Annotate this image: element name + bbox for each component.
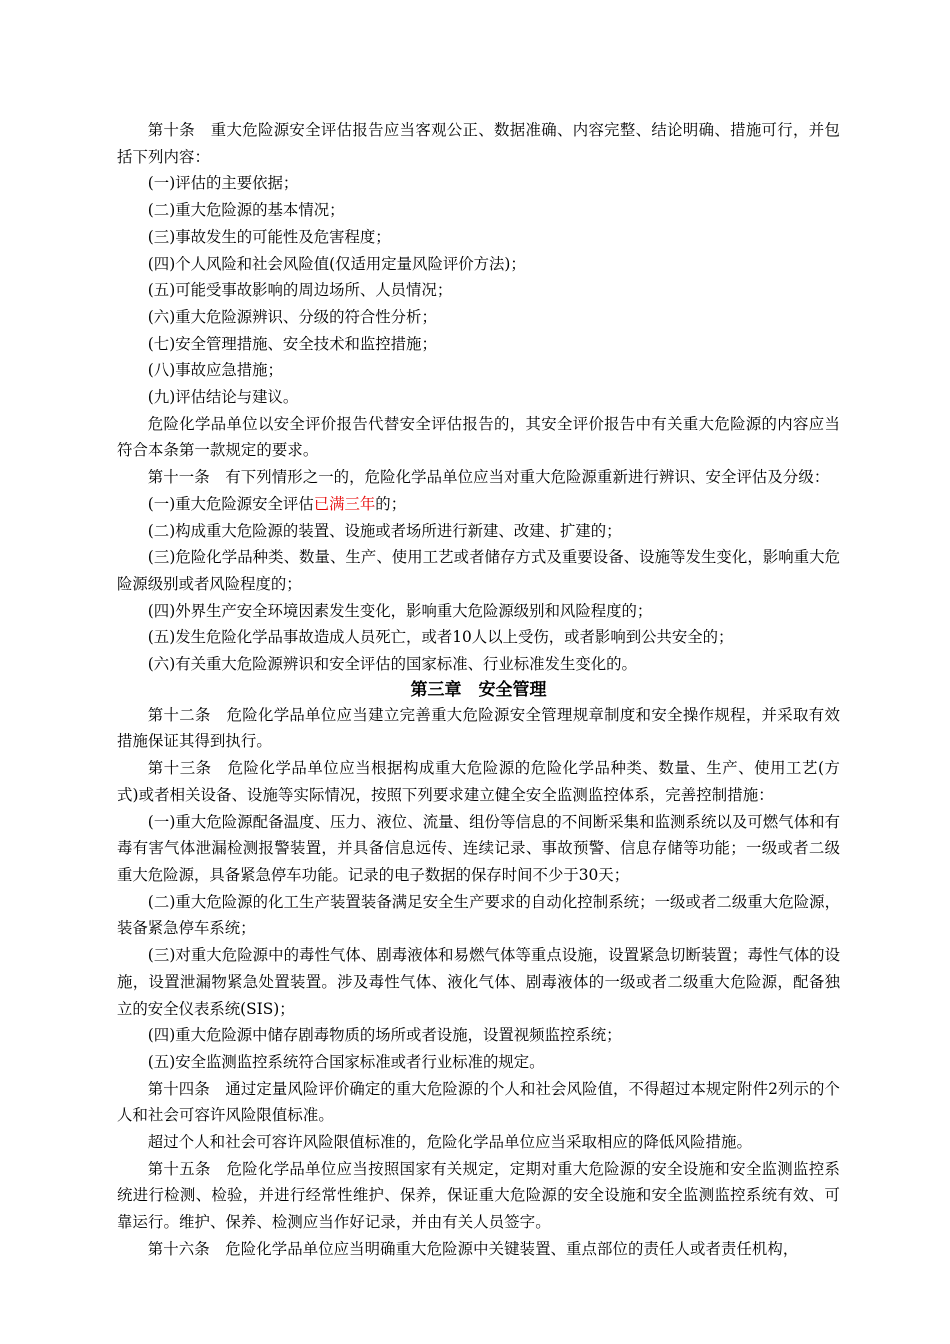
article-11-lead: 第十一条 有下列情形之一的，危险化学品单位应当对重大危险源重新进行辨识、安全评估及分级： xyxy=(147,468,830,487)
article-11-item-5: (五)发生危险化学品事故造成人员死亡，或者10人以上受伤，或者影响到公共安全的； xyxy=(147,628,734,647)
article-10-lead: 第十条 重大危险源安全评估报告应当客观公正、数据准确、内容完整、结论明确、措施可行，并包括下列内容： xyxy=(117,121,840,166)
article-15: 第十五条 危险化学品单位应当按照国家有关规定，定期对重大危险源的安全设施和安全监测监控系统进行检测、检验，并进行经常性维护、保养，保证重大危险源的安全设施和安全监测监控系统有效、可靠运行。维护、保养、检测应当作好记录，并由有关人员签字。 xyxy=(117,1159,840,1232)
article-11-item-2: (二)构成重大危险源的装置、设施或者场所进行新建、改建、扩建的； xyxy=(147,521,622,540)
article-13-item-4: (四)重大危险源中储存剧毒物质的场所或者设施，设置视频监控系统； xyxy=(147,1026,622,1045)
article-14-tail: 超过个人和社会可容许风险限值标准的，危险化学品单位应当采取相应的降低风险措施。 xyxy=(147,1133,752,1152)
article-11-item-3: (三)危险化学品种类、数量、生产、使用工艺或者储存方式及重要设备、设施等发生变化，影响重大危险源级别或者风险程度的； xyxy=(117,548,840,593)
article-10-item-9: (九)评估结论与建议。 xyxy=(147,388,299,407)
article-10-item-5: (五)可能受事故影响的周边场所、人员情况； xyxy=(147,281,453,300)
article-16: 第十六条 危险化学品单位应当明确重大危险源中关键装置、重点部位的责任人或者责任机构， xyxy=(147,1239,799,1258)
article-11-item-1-pre: (一)重大危险源安全评估 xyxy=(147,494,314,513)
article-10-item-4: (四)个人风险和社会风险值(仅适用定量风险评价方法)； xyxy=(147,254,526,273)
article-10-item-3: (三)事故发生的可能性及危害程度； xyxy=(147,227,391,246)
article-14-lead: 第十四条 通过定量风险评价确定的重大危险源的个人和社会风险值，不得超过本规定附件2列示的个人和社会可容许风险限值标准。 xyxy=(117,1079,840,1125)
article-13-item-5: (五)安全监测监控系统符合国家标准或者行业标准的规定。 xyxy=(147,1052,545,1071)
chapter-heading: 第三章 安全管理 xyxy=(410,679,547,700)
article-11-item-4: (四)外界生产安全环境因素发生变化，影响重大危险源级别和风险程度的； xyxy=(147,601,653,620)
article-10-item-8: (八)事故应急措施； xyxy=(147,361,283,380)
article-13-item-1: (一)重大危险源配备温度、压力、液位、流量、组份等信息的不间断采集和监测系统以及可燃气体和有毒有害气体泄漏检测报警装置，并具备信息远传、连续记录、事故预警、信息存储等功能；一级或者二级重大危险源，具备紧急停车功能。记录的电子数据的保存时间不少于30天； xyxy=(117,812,840,884)
article-10-item-7: (七)安全管理措施、安全技术和监控措施； xyxy=(147,334,437,353)
highlighted-text: 已满三年 xyxy=(313,494,376,513)
article-10-item-1: (一)评估的主要依据； xyxy=(147,174,299,193)
article-10-item-2: (二)重大危险源的基本情况； xyxy=(147,201,345,220)
article-11-item-1 xyxy=(117,491,840,518)
article-13-lead: 第十三条 危险化学品单位应当根据构成重大危险源的危险化学品种类、数量、生产、使用工艺(方式)或者相关设备、设施等实际情况，按照下列要求建立健全安全监测监控体系，完善控制措施： xyxy=(117,759,840,804)
article-12: 第十二条 危险化学品单位应当建立完善重大危险源安全管理规章制度和安全操作规程，并采取有效措施保证其得到执行。 xyxy=(117,705,840,751)
article-11-item-6: (六)有关重大危险源辨识和安全评估的国家标准、行业标准发生变化的。 xyxy=(147,655,637,674)
article-10-item-6: (六)重大危险源辨识、分级的符合性分析； xyxy=(147,307,437,326)
article-13-item-2: (二)重大危险源的化工生产装置装备满足安全生产要求的自动化控制系统；一级或者二级重大危险源，装备紧急停车系统； xyxy=(117,892,840,938)
article-10-tail: 危险化学品单位以安全评价报告代替安全评估报告的，其安全评价报告中有关重大危险源的内容应当符合本条第一款规定的要求。 xyxy=(117,414,840,460)
article-13-item-3: (三)对重大危险源中的毒性气体、剧毒液体和易燃气体等重点设施，设置紧急切断装置；毒性气体的设施，设置泄漏物紧急处置装置。涉及毒性气体、液化气体、剧毒液体的一级或者二级重大危险源，配备独立的安全仪表系统(SIS)； xyxy=(117,946,840,1018)
article-11-item-1-post: 的； xyxy=(375,494,407,513)
